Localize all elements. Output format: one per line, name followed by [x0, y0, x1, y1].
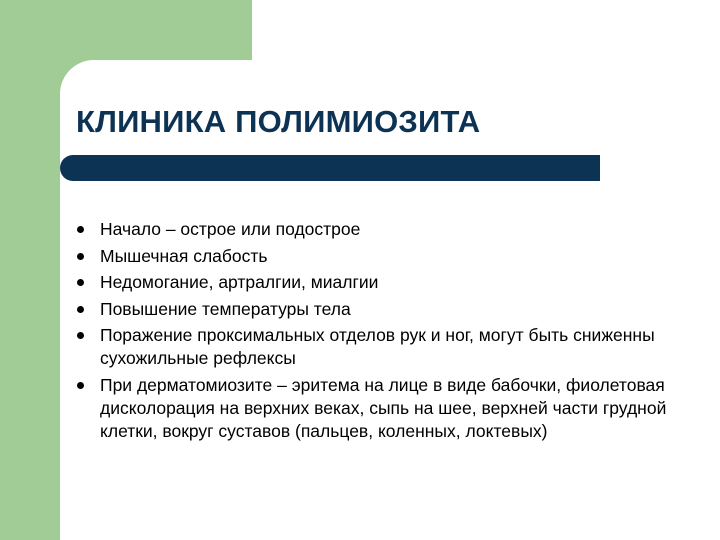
bullet-item	[76, 245, 676, 268]
bullet-item	[76, 271, 676, 294]
bullet-item	[76, 324, 676, 370]
bullet-dot-icon	[77, 279, 84, 286]
bullet-text: Начало – острое или подострое	[100, 219, 361, 239]
bullet-item	[76, 298, 676, 321]
bullet-text: Недомогание, артралгии, миалгии	[100, 272, 379, 292]
bullet-text: При дерматомиозите – эритема на лице в виде бабочки, фиолетовая дисколорация на верхних веках, сыпь на шее, верхней части грудной клетки, вокруг суставов (пальцев, коленных, локтевых)	[100, 374, 667, 441]
bullet-dot-icon	[77, 253, 84, 260]
bullet-dot-icon	[77, 332, 84, 339]
bullet-dot-icon	[77, 226, 84, 233]
title-underline-bar	[60, 155, 600, 181]
title-bar-body	[78, 155, 600, 181]
bullet-dot-icon	[77, 382, 84, 389]
bullet-text: Повышение температуры тела	[100, 298, 351, 319]
bullet-list	[76, 218, 676, 446]
bullet-dot-icon	[77, 306, 84, 313]
bullet-item	[76, 374, 676, 443]
slide-title: КЛИНИКА ПОЛИМИОЗИТА	[76, 104, 481, 139]
bullet-text: Поражение проксимальных отделов рук и ног, могут быть сниженны сухожильные рефлексы	[100, 325, 655, 368]
bullet-item	[76, 218, 676, 241]
bullet-text: Мышечная слабость	[100, 245, 268, 266]
